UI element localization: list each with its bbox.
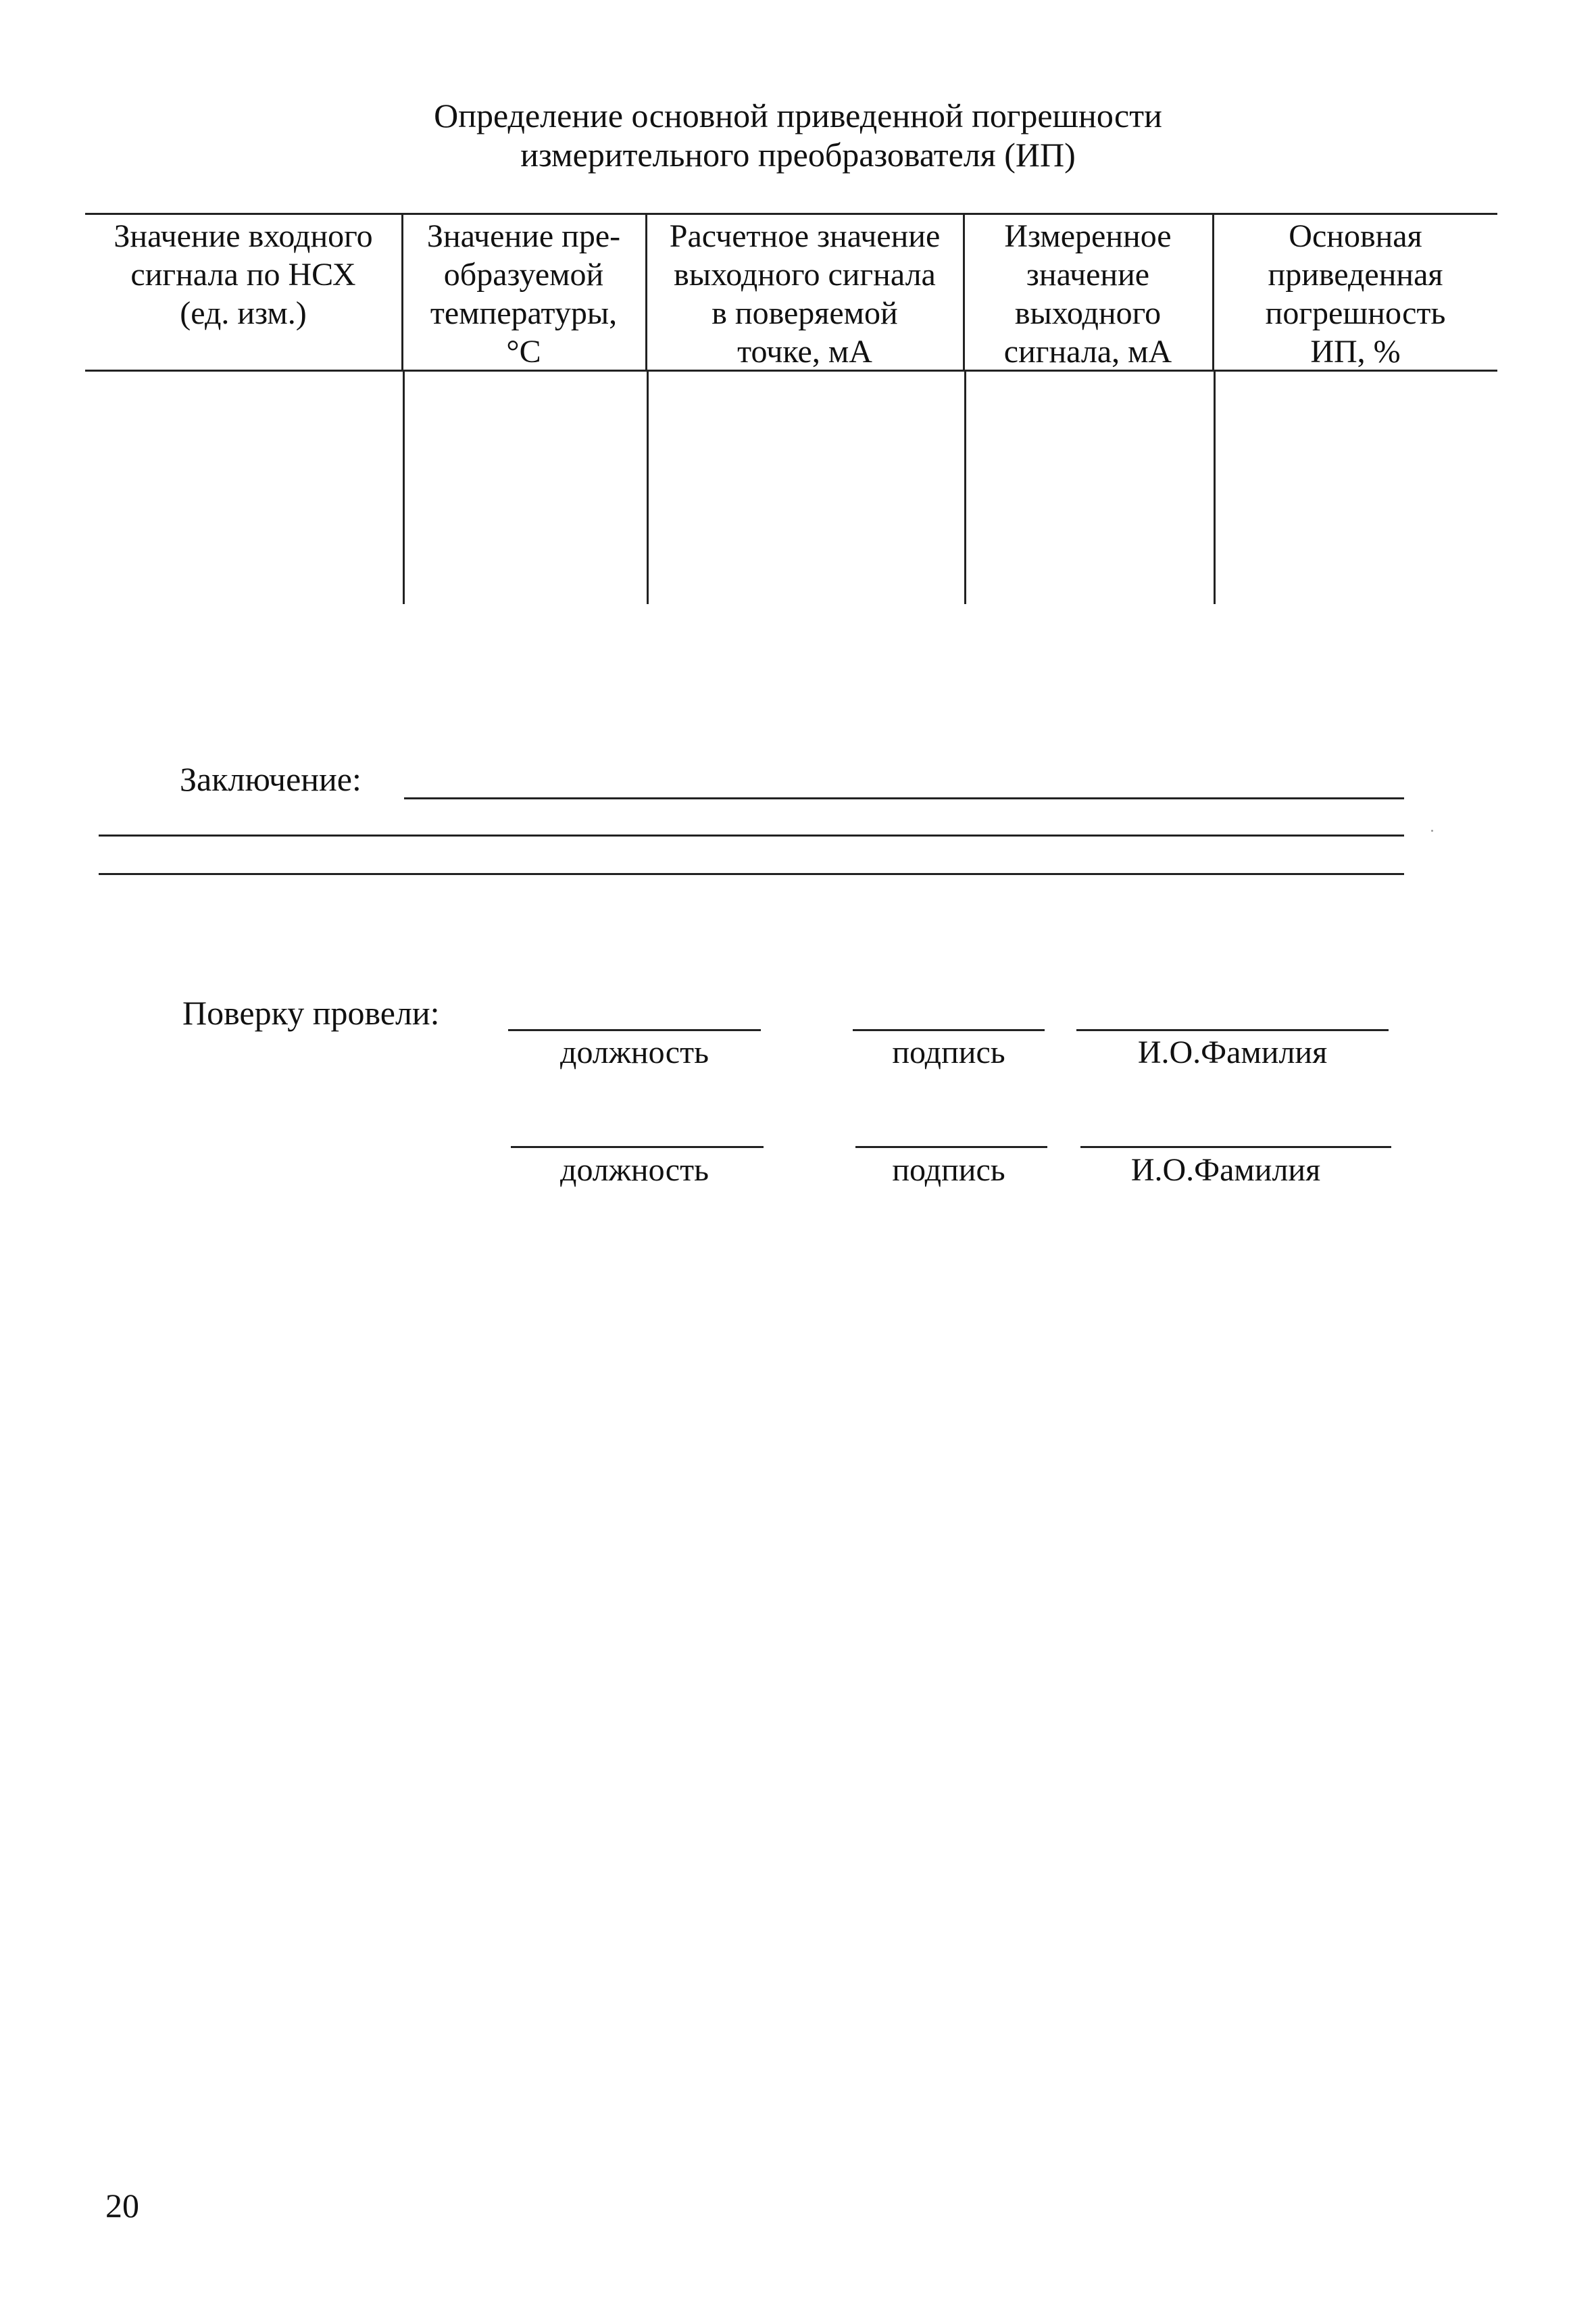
title-line-1: Определение основной приведенной погрешности: [434, 97, 1162, 134]
position-line[interactable]: [511, 1146, 764, 1148]
conclusion-line-1[interactable]: [404, 797, 1404, 799]
column-header-calculated-output: Расчетное значение выходного сигнала в поверяемой точке, мА: [669, 218, 941, 370]
signature-caption: подпись: [892, 1035, 1005, 1070]
column-divider: [963, 213, 965, 371]
column-divider: [964, 371, 966, 604]
signature-line[interactable]: [853, 1029, 1045, 1031]
column-divider: [647, 371, 649, 604]
conclusion-line-3[interactable]: [99, 873, 1404, 875]
title-line-2: измерительного преобразователя (ИП): [520, 136, 1076, 174]
signature-line[interactable]: [855, 1146, 1047, 1148]
page-title: [0, 96, 1596, 174]
name-line[interactable]: [1080, 1146, 1391, 1148]
column-header-measured-output: Измеренное значение выходного сигнала, мА: [1003, 218, 1172, 370]
name-line[interactable]: [1076, 1029, 1389, 1031]
column-header-reduced-error: Основная приведенная погрешность ИП, %: [1265, 218, 1446, 370]
column-header-temperature: Значение пре- образуемой температуры, °C: [426, 218, 621, 370]
verification-label: Поверку провели:: [182, 994, 440, 1032]
table-top-border: [85, 213, 1497, 215]
conclusion-line-2[interactable]: [99, 835, 1404, 837]
signature-caption: подпись: [892, 1152, 1005, 1188]
scan-speck: [1431, 830, 1433, 832]
position-line[interactable]: [508, 1029, 761, 1031]
column-divider: [1214, 371, 1216, 604]
position-caption: должность: [560, 1152, 709, 1188]
conclusion-label: Заключение:: [180, 760, 361, 798]
position-caption: должность: [560, 1035, 709, 1070]
name-caption: И.О.Фамилия: [1137, 1035, 1328, 1070]
column-header-input-signal: Значение входного сигнала по НСХ (ед. изм.): [114, 218, 373, 331]
page-number: 20: [105, 2187, 139, 2224]
name-caption: И.О.Фамилия: [1130, 1152, 1321, 1188]
column-divider: [401, 213, 403, 371]
column-divider: [645, 213, 647, 371]
column-divider: [403, 371, 405, 604]
column-divider: [1212, 213, 1214, 371]
